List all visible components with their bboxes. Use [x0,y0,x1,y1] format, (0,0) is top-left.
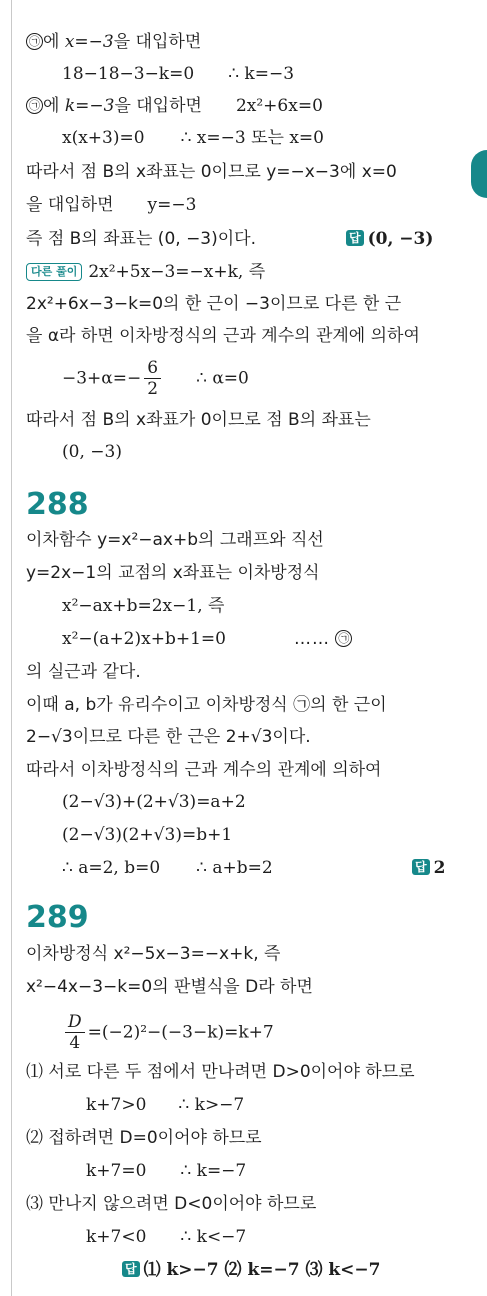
left-margin-rule [11,0,12,1296]
equation-line: ∴ a=2, b=0 ∴ a+b=2 [62,858,273,878]
equation-line: 18−18−3−k=0 ∴ k=−3 [62,64,295,84]
text-line: 2−√3이므로 다른 한 근은 2+√3이다. [26,727,311,747]
alt-solution-line: 다른 풀이 2x²+5x−3=−x+k, 즉 [26,260,265,284]
answer-badge: 답 [346,230,364,246]
circled-symbol: ㉠ [26,33,43,50]
text-line: 이차방정식 x²−5x−3=−x+k, 즉 [26,944,281,964]
text-line: ㉠ 에 k=−3을 대입하면 2x²+6x=0 [26,94,323,118]
fraction: $\frac{6}{2}$ [144,358,161,399]
equation-line: x(x+3)=0 ∴ x=−3 또는 x=0 [62,128,324,148]
text-line: 의 실근과 같다. [26,662,141,682]
equation-line: x²−(a+2)x+b+1=0 …… ㉠ [62,627,352,651]
fraction: $\frac{D}{4}$ [65,1012,85,1053]
equation-line: −3+α=− $\frac{6}{2}$ ∴ α=0 [62,358,249,399]
text-line: 따라서 점 B의 x좌표가 0이므로 점 B의 좌표는 [26,410,371,430]
problem-number: 289 [26,900,89,935]
equation-line: k+7=0 ∴ k=−7 [86,1161,247,1181]
text-line: 이때 a, b가 유리수이고 이차방정식 ㉠의 한 근이 [26,695,387,715]
text-line: ㉠ 에 x=−3을 대입하면 [26,30,201,54]
equation-line: (2−√3)+(2+√3)=a+2 [62,792,246,812]
text-line: 즉 점 B의 좌표는 (0, −3)이다. [26,229,257,249]
text-line: 을 α라 하면 이차방정식의 근과 계수의 관계에 의하여 [26,326,420,346]
alt-solution-badge: 다른 풀이 [26,263,82,281]
text-line: ⑴ 서로 다른 두 점에서 만나려면 D>0이어야 하므로 [26,1062,415,1082]
text-line: ⑵ 접하려면 D=0이어야 하므로 [26,1128,262,1148]
text-line: 따라서 점 B의 x좌표는 0이므로 y=−x−3에 x=0 [26,162,397,182]
text-line: 을 대입하면 y=−3 [26,195,197,215]
equation-line: (0, −3) [62,442,122,462]
text-line: x²−4x−3−k=0의 판별식을 D라 하면 [26,977,313,997]
equation-line: k+7<0 ∴ k<−7 [86,1227,247,1247]
answer-line: 답 2 [412,856,445,880]
equation-line: (2−√3)(2+√3)=b+1 [62,825,233,845]
text-line: y=2x−1의 교점의 x좌표는 이차방정식 [26,563,320,583]
answer-line: 답 ⑴ k>−7 ⑵ k=−7 ⑶ k<−7 [122,1258,380,1282]
chapter-tab-marker [471,150,487,198]
text-line: 따라서 이차방정식의 근과 계수의 관계에 의하여 [26,760,382,780]
text-line: 이차함수 y=x²−ax+b의 그래프와 직선 [26,530,324,550]
answer-line: 답 (0, −3) [346,227,433,251]
equation-line: x²−ax+b=2x−1, 즉 [62,596,225,616]
equation-line: $\frac{D}{4}$ =(−2)²−(−3−k)=k+7 [62,1012,274,1053]
equation-line: k+7>0 ∴ k>−7 [86,1095,245,1115]
text-line: ⑶ 만나지 않으려면 D<0이어야 하므로 [26,1194,317,1214]
text-line: 2x²+6x−3−k=0의 한 근이 −3이므로 다른 한 근 [26,294,402,314]
problem-number: 288 [26,487,89,522]
